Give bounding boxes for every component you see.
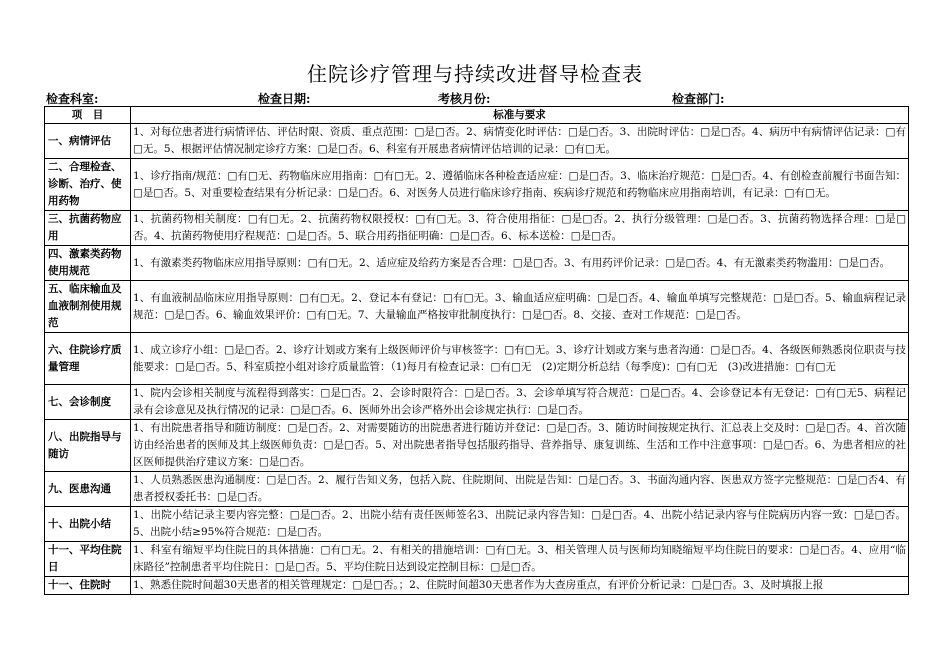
table-row (45, 507, 909, 542)
meta-dept-label: 检查科室: (46, 92, 99, 106)
table-row (45, 542, 909, 577)
table-header-row (45, 107, 909, 124)
standard-cell: 1、出院小结记录主要内容完整：□是□否。2、出院小结有责任医师签名3、出院记录内容告知：□是□否。4、出院小结记录内容与住院病历内容一致：□是□否。5、出院小结≥95%符合规范：□是□否。 (131, 507, 909, 542)
standard-cell: 1、人员熟悉医患沟通制度：□是□否。2、履行告知义务，包括入院、住院期间、出院是告知：□是□否。3、书面沟通内容、医患双方签字完整规范：□是□否4、有患者授权委托书：□是□否。 (131, 472, 909, 507)
table-row (45, 472, 909, 507)
item-cell: 四、激素类药物使用规范 (45, 246, 131, 281)
meta-month-label: 考核月份: (438, 92, 491, 106)
item-cell: 六、住院诊疗质量管理 (45, 333, 131, 385)
item-cell: 二、合理检查、诊断、治疗、使用药物 (45, 159, 131, 211)
table-row (45, 211, 909, 246)
standard-cell: 1、有出院患者指导和随访制度：□是□否。2、对需要随访的出院患者进行随访并登记：□是□否。3、随访时间按规定执行、汇总表上交及时：□是□否。4、首次随访由经治患者的医师及其上级医师负责：□是□否。5、对出院患者指导包括服药指导、营养指导、康复训练、生活和工作中注意事项：□是□否。6、为患者相应的社区医师提供治疗建议方案：□是□否。 (131, 420, 909, 472)
form-meta-line (46, 90, 906, 106)
standard-cell: 1、有血液制品临床应用指导原则：□有□无。2、登记本有登记：□有□无。3、输血适应症明确：□是□否。4、输血单填写完整规范：□是□否。5、输血病程记录规范：□是□否。6、输血效果评价：□有□无。7、大量输血严格按审批制度执行：□是□否。8、交接、查对工作规范：□是□否。 (131, 281, 909, 333)
table-row (45, 159, 909, 211)
inspection-table (44, 106, 909, 595)
meta-inspector-label: 检查部门: (672, 92, 725, 106)
table-row (45, 333, 909, 385)
standard-cell: 1、对每位患者进行病情评估、评估时限、资质、重点范围：□是□否。2、病情变化时评估：□是□否。3、出院时评估：□是□否。4、病历中有病情评估记录：□有□无。5、根据评估情况制定诊疗方案：□是□否。6、科室有开展患者病情评估培训的记录：□有□无。 (131, 124, 909, 159)
table-row (45, 281, 909, 333)
standard-cell: 1、成立诊疗小组：□是□否。2、诊疗计划或方案有上级医师评价与审核签字：□有□无。3、诊疗计划或方案与患者沟通：□是□否。4、各级医师熟悉岗位职责与技能要求：□是□否。5、科室质控小组对诊疗质量监管：（1)每月有检查记录：□有□无 (2)定期分析总结（每季度)：□有□无 (3)改进措施：□有□无 (131, 333, 909, 385)
item-cell: 九、医患沟通 (45, 472, 131, 507)
standard-cell: 1、诊疗指南/规范：□有□无、药物临床应用指南：□有□无。2、遵循临床各种检查适应症：□是□否。3、临床治疗规范：□是□否。4、有创检查前履行书面告知：□是□否。5、对重要检查结果有分析记录：□是□否。6、对医务人员进行临床诊疗指南、疾病诊疗规范和药物临床应用指南培训，有记录：□有□无。 (131, 159, 909, 211)
item-cell: 十一、平均住院日 (45, 542, 131, 577)
item-cell: 八、出院指导与随访 (45, 420, 131, 472)
table-row (45, 246, 909, 281)
item-cell: 一、病情评估 (45, 124, 131, 159)
item-cell: 三、抗菌药物应用 (45, 211, 131, 246)
document-title: 住院诊疗管理与持续改进督导检查表 (307, 62, 643, 86)
table-row (45, 420, 909, 472)
item-cell: 五、临床输血及血液制剂使用规范 (45, 281, 131, 333)
item-cell: 七、会诊制度 (45, 385, 131, 420)
item-cell: 十、出院小结 (45, 507, 131, 542)
table-row (45, 124, 909, 159)
table-row (45, 577, 909, 595)
header-item: 项 目 (45, 107, 131, 124)
table-row (45, 385, 909, 420)
standard-cell: 1、熟悉住院时间超30天患者的相关管理规定：□是□否。；2、住院时间超30天患者作为大查房重点，有评价分析记录：□是□否。3、及时填报上报 (131, 577, 909, 595)
meta-date-label: 检查日期: (258, 92, 311, 106)
standard-cell: 1、有激素类药物临床应用指导原则：□有□无。2、适应症及给药方案是否合理：□是□否。3、有用药评价记录：□是□否。4、有无激素类药物滥用：□是□否。 (131, 246, 909, 281)
header-standard: 标准与要求 (131, 107, 909, 124)
standard-cell: 1、抗菌药物相关制度：□有□无。2、抗菌药物权限授权：□有□无。3、符合使用指征：□是□否。2、执行分级管理：□是□否。3、抗菌药物选择合理：□是□否。4、抗菌药物使用疗程规范：□是□否。5、联合用药指征明确：□是□否。6、标本送检：□是□否。 (131, 211, 909, 246)
standard-cell: 1、院内会诊相关制度与流程得到落实：□是□否。2、会诊时限符合：□是□否。3、会诊单填写符合规范：□是□否。4、会诊登记本有无登记：□有□无5、病程记录有会诊意见及执行情况的记录：□是□否。6、医师外出会诊严格外出会诊规定执行：□是□否。 (131, 385, 909, 420)
standard-cell: 1、科室有缩短平均住院日的具体措施：□有□无。2、有相关的措施培训：□有□无。3、相关管理人员与医师均知晓缩短平均住院日的要求：□是□否。4、应用“临床路径”控制患者平均住院日：□是□否。5、平均住院日达到设定控制目标：□是□否。 (131, 542, 909, 577)
item-cell: 十一、住院时 (45, 577, 131, 595)
